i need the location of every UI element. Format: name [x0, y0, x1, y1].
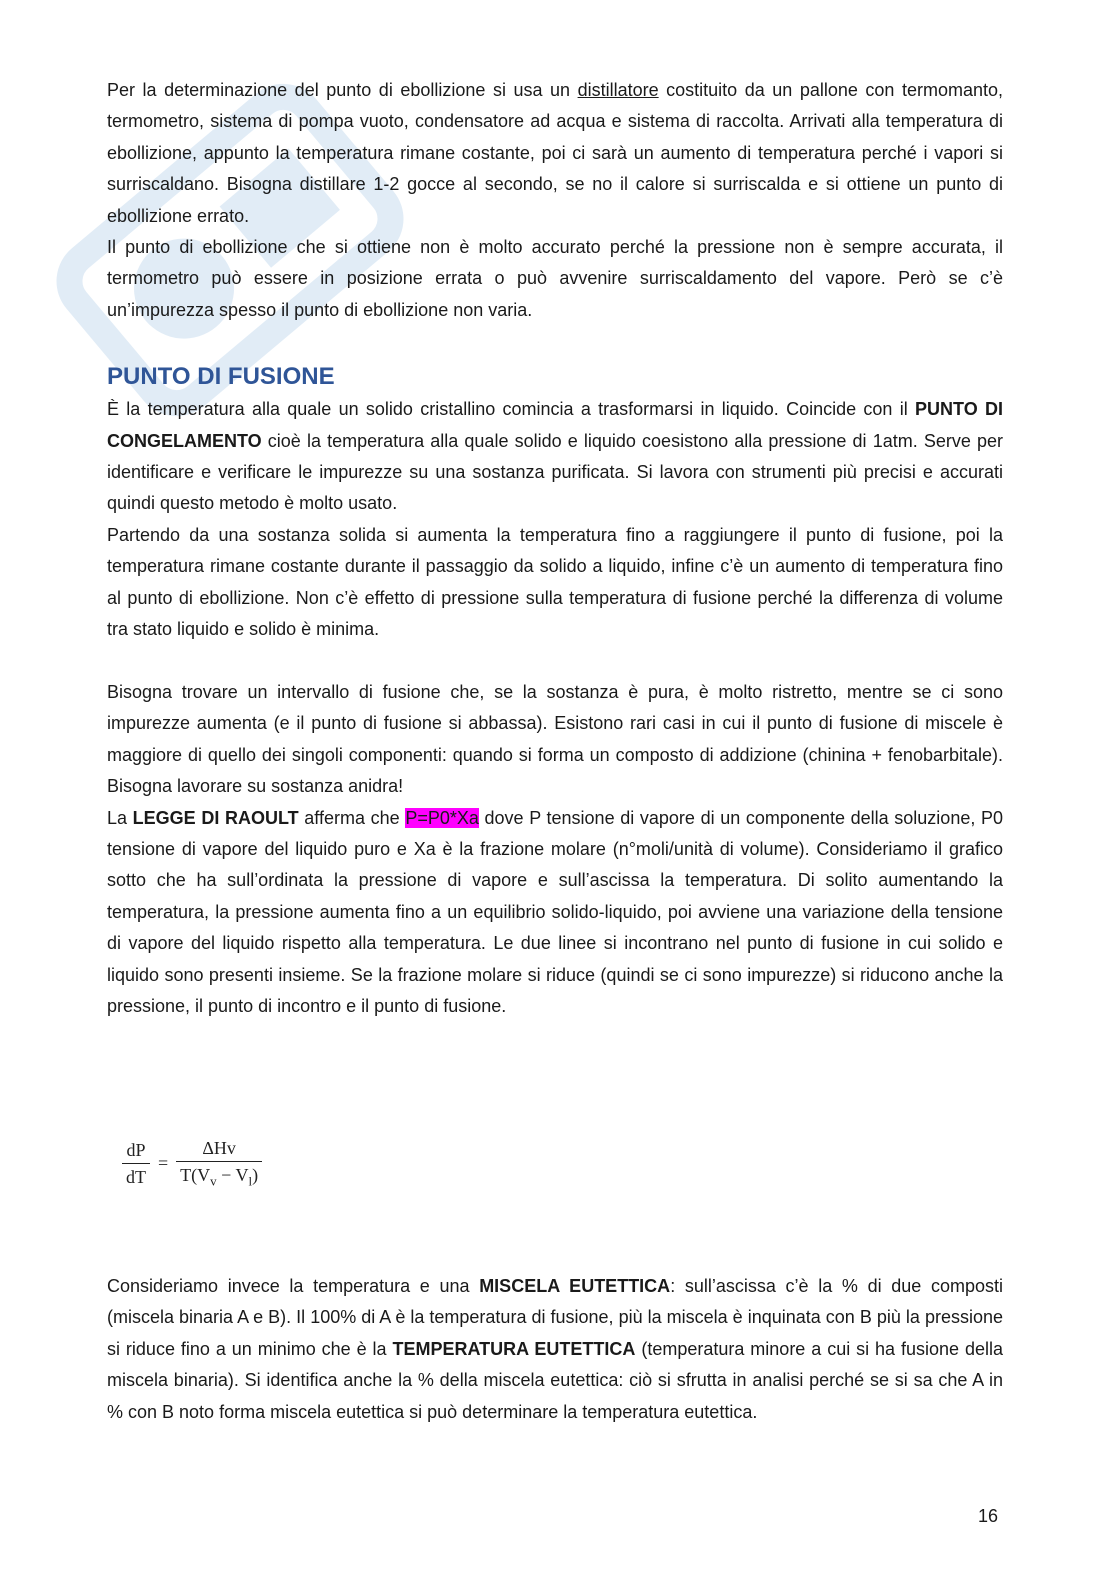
paragraph-boiling-accuracy: Il punto di ebollizione che si ottiene non è molto accurato perché la pressione non è sempre accurata, il termometro può essere in posizione errata o può avvenire surriscaldamento del vapore. Però se c’è un’impurezza spesso il punto di ebollizione non varia. [107, 237, 1003, 320]
section-title: PUNTO DI FUSIONE [107, 363, 335, 391]
paragraph-fusion-process: Partendo da una sostanza solida si aumenta la temperatura fino a raggiungere il punto di fusione, poi la temperatura rimane costante durante il passaggio da solido a liquido, infine c’è un aumento di temperatura fino al punto di ebollizione. Non c’è effetto di pressione sulla temperatura di fusione perché la differenza di volume tra stato liquido e solido è minima. [107, 524, 1003, 640]
clapeyron-formula: $\frac{dP}{dT}$ = $\frac{\text{ΔHv}}{T(V_v - V_l)}$ [122, 1138, 262, 1190]
formula-lhs: $\frac{dP}{dT}$ [122, 1140, 150, 1188]
formula-rhs: $\frac{\text{ΔHv}}{T(V_v - V_l)}$ [176, 1138, 262, 1190]
paragraph-fusion-interval: Bisogna trovare un intervallo di fusione che, se la sostanza è pura, è molto ristretto, mentre se ci sono impurezze aumenta (e il punto di fusione si abbassa). Esistono rari casi in cui il punto di fusione di miscele è maggiore di quello dei singoli componenti: quando si forma un composto di addizione (chinina + fenobarbitale). Bisogna lavorare su sostanza anidra! [107, 681, 1003, 797]
distillatore-link[interactable]: distillatore [577, 80, 659, 100]
paragraph-eutectic: Consideriamo invece la temperatura e una MISCELA EUTETTICA: sull’ascissa c’è la % di due composti (miscela binaria A e B). Il 100% di A è la temperatura di fusione, più la miscela è inquinata con B più la pressione si riduce fino a un minimo che è la TEMPERATURA EUTETTICA (temperatura minore a cui si ha fusione della miscela binaria). Si identifica anche la % della miscela eutettica: ciò si sfrutta in analisi perché se si sa che A in % con B noto forma miscela eutettica si può determinare la temperatura eutettica. [107, 1276, 1004, 1422]
paragraph-fusion-definition: È la temperatura alla quale un solido cristallino comincia a trasformarsi in liquido. Coincide con il PUNTO DI CONGELAMENTO cioè la temperatura alla quale solido e liquido coesistono alla pressione di 1atm. Serve per identificare e verificare le impurezze su una sostanza purificata. Si lavora con strumenti più precisi e accurati quindi questo metodo è molto usato. [107, 399, 1003, 514]
paragraph-distillation: Per la determinazione del punto di ebollizione si usa un distillatore costituito da un pallone con termomanto, termometro, sistema di pompa vuoto, condensatore ad acqua e sistema di raccolta. Arrivati alla temperatura di ebollizione, appunto la temperatura rimane costante, poi ci sarà un aumento di temperatura perché i vapori si surriscaldano. Bisogna distillare 1-2 gocce al secondo, se no il calore si surriscalda e si ottiene un punto di ebollizione errato. [107, 80, 1003, 226]
page-number: 16 [978, 1506, 999, 1526]
raoult-formula-highlight: P=P0*Xa [405, 807, 479, 828]
paragraph-raoult: La LEGGE DI RAOULT afferma che P=P0*Xa dove P tensione di vapore di un componente della soluzione, P0 tensione di vapore del liquido puro e Xa è la frazione molare (n°moli/unità di volume). Consideriamo il grafico sotto che ha sull’ordinata la pressione di vapore e sull’ascissa la temperatura. Di solito aumentando la temperatura, la pressione aumenta fino a un equilibrio solido-liquido, poi avviene una variazione della tensione di vapore del liquido rispetto alla temperatura. Le due linee si incontrano nel punto di fusione in cui solido e liquido sono presenti insieme. Se la frazione molare si riduce (quindi se ci sono impurezze) si riducono anche la pressione, il punto di incontro e il punto di fusione. [107, 807, 1003, 1016]
document-body [107, 75, 1003, 1022]
eutectic-section [107, 1271, 1003, 1428]
